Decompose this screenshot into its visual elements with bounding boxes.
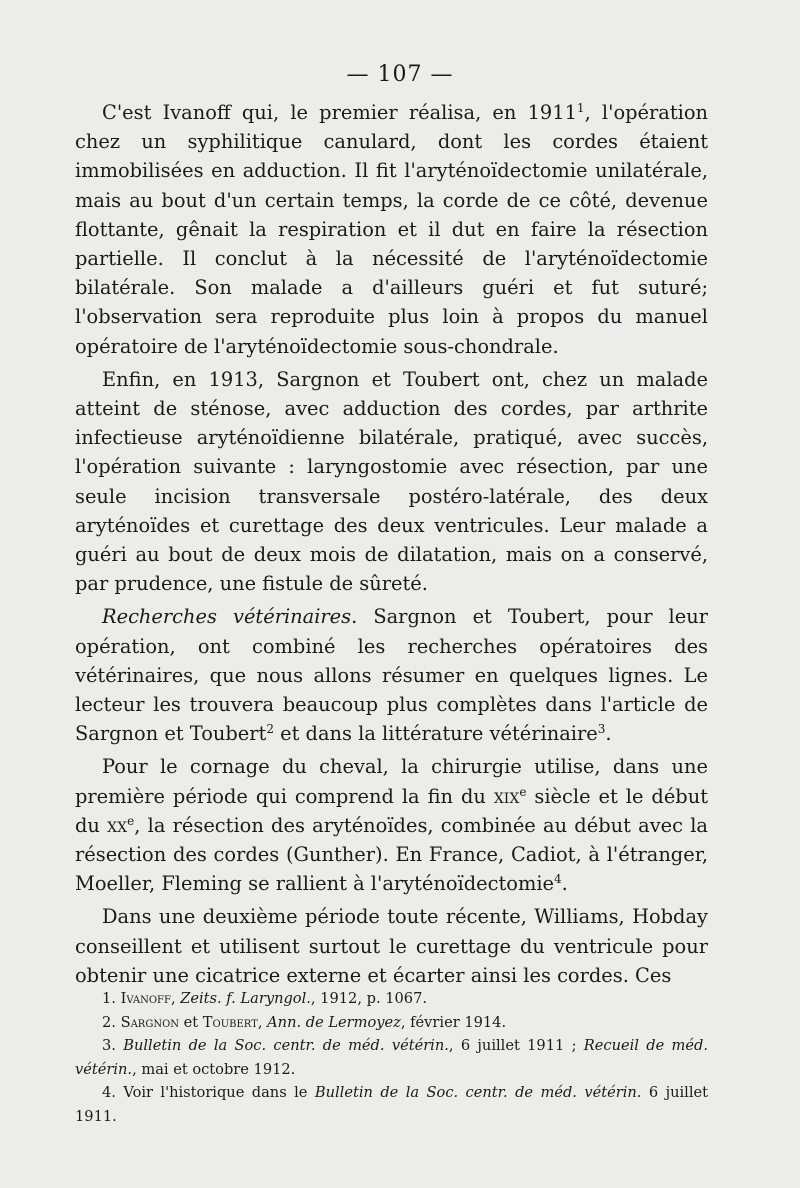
century-19: xix	[493, 784, 520, 808]
footnote-journal: Bulletin de la Soc. centr. de méd. vétérin.	[314, 1084, 642, 1102]
footnote-detail: , mai et octobre 1912.	[132, 1060, 296, 1078]
footnote-number: 1.	[102, 990, 116, 1007]
footnote-ref-1: 1	[576, 101, 585, 115]
footnote-ref-3: 3	[597, 722, 606, 737]
footnote-1	[75, 987, 708, 1011]
footnote-number: 3.	[102, 1037, 116, 1055]
footnotes	[75, 987, 708, 1129]
paragraph-3-text-c: .	[605, 722, 612, 746]
paragraph-4	[75, 752, 708, 898]
body-text	[75, 98, 708, 990]
paragraph-3	[75, 602, 708, 748]
paragraph-3-text-b: et dans la littérature vétérinaire	[273, 722, 598, 746]
footnote-author: Toubert	[202, 1013, 258, 1031]
footnote-ref-2: 2	[266, 722, 274, 737]
century-19-suffix: e	[519, 784, 527, 799]
page-number: — 107 —	[346, 62, 454, 87]
century-20-suffix: e	[127, 813, 135, 828]
paragraph-1-text-b: , l'opération chez un syphilitique canulard, dont les cordes étaient immobilisées en adduction. Il fit l'aryténoïdectomie unilatérale, mais au bout d'un certain temps, la corde de ce côté, devenue flottante, gênait la respiration et il dut en faire la résection partielle. Il conclut à la nécessité de l'aryténoïdectomie bilatérale. Son malade a d'ailleurs guéri et fut suturé; l'observation sera reproduite plus loin à propos du manuel opératoire de l'aryténoïdectomie sous-chondrale.	[75, 101, 708, 358]
paragraph-1	[75, 98, 708, 361]
paragraph-4-text-a: Pour le cornage du cheval, la chirurgie utilise, dans une première période qui comprend la fin du	[75, 755, 708, 808]
footnote-3	[75, 1034, 708, 1081]
footnote-detail: 6 juillet 1911.	[75, 1084, 709, 1125]
footnote-journal: Recueil de méd. vétérin.	[75, 1037, 708, 1078]
paragraph-2: Enfin, en 1913, Sargnon et Toubert ont, chez un malade atteint de sténose, avec adduction des cordes, par arthrite infectieuse aryténoïdienne bilatérale, pratiqué, avec succès, l'opération suivante : laryngostomie avec résection, par une seule incision transversale postéro-latérale, des deux aryténoïdes et curettage des deux ventricules. Leur malade a guéri au bout de deux mois de dilatation, mais on a conservé, par prudence, une fistule de sûreté.	[75, 367, 708, 596]
footnote-journal: Ann. de Lermoyez	[267, 1013, 401, 1031]
footnote-journal: Zeits. f. Laryngol.	[180, 990, 311, 1007]
footnote-separator: ,	[170, 990, 181, 1007]
footnote-text: Voir l'historique dans le	[123, 1084, 315, 1102]
footnote-4	[75, 1081, 708, 1128]
paragraph-3-text-a: . Sargnon et Toubert, pour leur opération, ont combiné les recherches opératoires des vétérinaires, que nous allons résumer en quelques lignes. Le lecteur les trouvera beaucoup plus complètes dans l'article de Sargnon et Toubert	[75, 605, 708, 746]
footnote-detail: , février 1914.	[400, 1013, 507, 1031]
footnote-author: Sargnon	[120, 1013, 180, 1031]
footnote-2	[75, 1011, 708, 1035]
paragraph-4-text-c: , la résection des aryténoïdes, combinée au début avec la résection des cordes (Gunther). En France, Cadiot, à l'étranger, Moeller, Fleming se rallient à l'aryténoïdectomie	[75, 813, 708, 896]
section-heading-italic: Recherches vétérinaires	[102, 605, 352, 629]
footnote-number: 4.	[102, 1084, 116, 1102]
paragraph-1-text-a: C'est Ivanoff qui, le premier réalisa, en 1911	[102, 101, 577, 124]
paragraph-4-text-d: .	[561, 872, 568, 896]
footnote-author: Ivanoff	[120, 990, 171, 1007]
footnote-number: 2.	[102, 1013, 116, 1031]
paragraph-4-text-b: siècle et le début du	[75, 784, 708, 837]
footnote-detail: , 6 juillet 1911 ;	[448, 1037, 584, 1055]
footnote-ref-4: 4	[554, 872, 562, 887]
paragraph-5: Dans une deuxième période toute récente, Williams, Hobday conseillent et utilisent surtout le curettage du ventricule pour obtenir une cicatrice externe et écarter ainsi les cordes. Ces	[75, 905, 708, 987]
footnote-journal: Bulletin de la Soc. centr. de méd. vétérin.	[123, 1037, 449, 1055]
century-20: xx	[107, 813, 128, 837]
footnote-conjunction: et	[179, 1013, 203, 1031]
footnote-detail: , 1912, p. 1067.	[310, 990, 428, 1007]
footnote-separator: ,	[257, 1013, 268, 1031]
